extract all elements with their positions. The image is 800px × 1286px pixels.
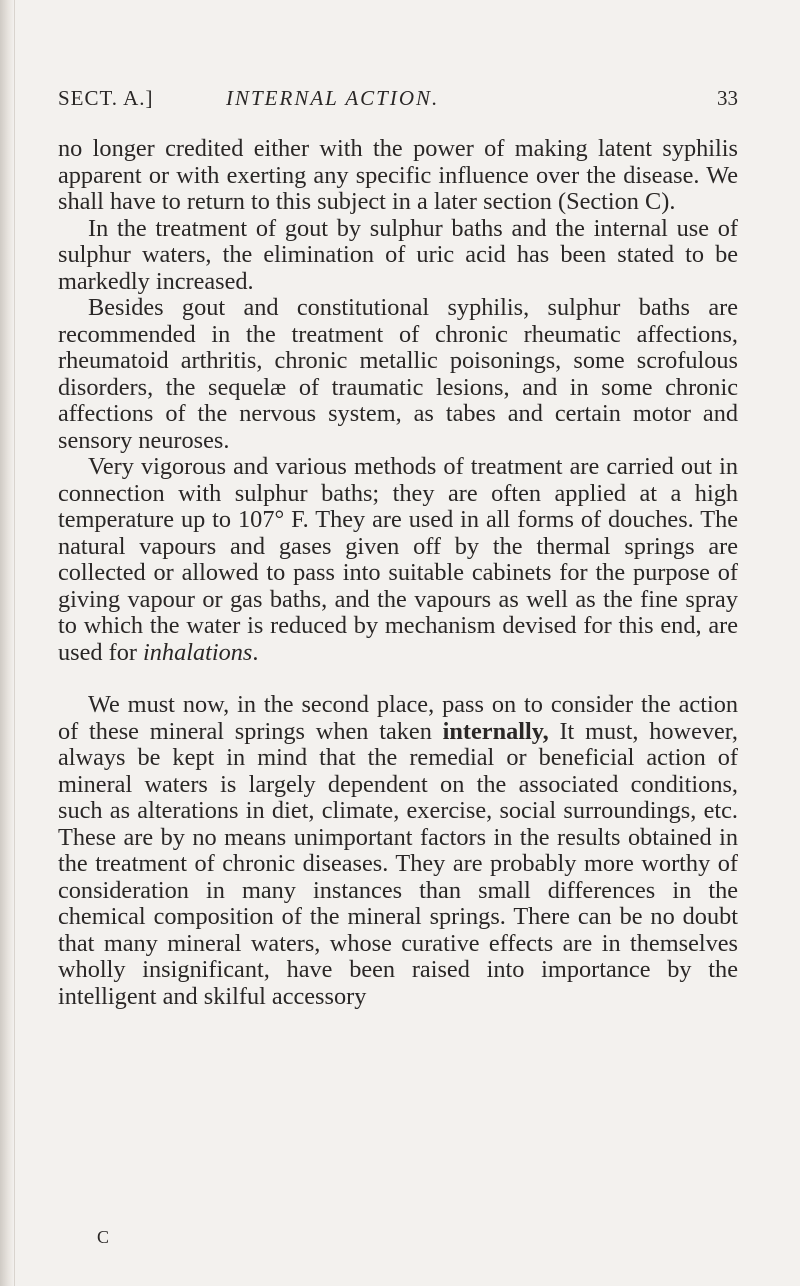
paragraph-2: In the treatment of gout by sulphur baths and the internal use of sulphur waters, the elimination of uric acid has been stated to be markedly increased.	[58, 214, 738, 295]
paragraph-5-rest: It must, however, always be kept in mind that the remedial or beneficial action of mineral waters is largely dependent on the associated conditions, such as alterations in diet, climate, exercise, social surroundings, etc. These are by no means unimportant factors in the results obtained in the treatment of chronic diseases. They are probably more worthy of consideration in many instances than small differences in the chemical composition of the mineral springs. There can be no doubt that many mineral waters, whose curative effects are in themselves wholly insignificant, have been raised into importance by the intelligent and skilful accessory	[58, 717, 738, 1010]
paragraph-3: Besides gout and constitutional syphilis, sulphur baths are recommended in the treatment of chronic rheumatic affections, rheumatoid arthritis, chronic metallic poisonings, some scrofulous disorders, the sequelæ of traumatic lesions, and in some chronic affections of the nervous system, as tabes and certain motor and sensory neuroses.	[58, 294, 738, 454]
paragraph-4	[58, 454, 738, 666]
paragraph-4-end: .	[252, 638, 259, 666]
body-text	[58, 136, 738, 1010]
internally-bold: internally,	[442, 717, 549, 745]
page-number: 33	[717, 86, 738, 110]
signature-mark: C	[97, 1227, 111, 1247]
paragraph-4-text: Very vigorous and various methods of treatment are carried out in connection with sulphur baths; they are often applied at a high temperature up to 107° F. They are used in all forms of douches. The natural vapours and gases given off by the thermal springs are collected or allowed to pass into suitable cabinets for the purpose of giving vapour or gas baths, and the vapours as well as the fine spray to which the water is reduced by mechanism devised for this end, are used for	[58, 453, 738, 666]
paragraph-1: no longer credited either with the power of making latent syphilis apparent or with exerting any specific influence over the disease. We shall have to return to this subject in a later section (Section C).	[58, 135, 738, 215]
paragraph-5	[58, 692, 738, 1010]
section-label: SECT. A.]	[58, 86, 154, 110]
inhalations-italic: inhalations	[143, 638, 253, 666]
paragraph-5-start: We must now, in the second place, pass on to consider the action of these mineral springs when taken	[58, 691, 738, 745]
page-edge	[0, 0, 15, 1286]
running-head	[58, 86, 738, 116]
running-title: INTERNAL ACTION.	[226, 86, 440, 110]
